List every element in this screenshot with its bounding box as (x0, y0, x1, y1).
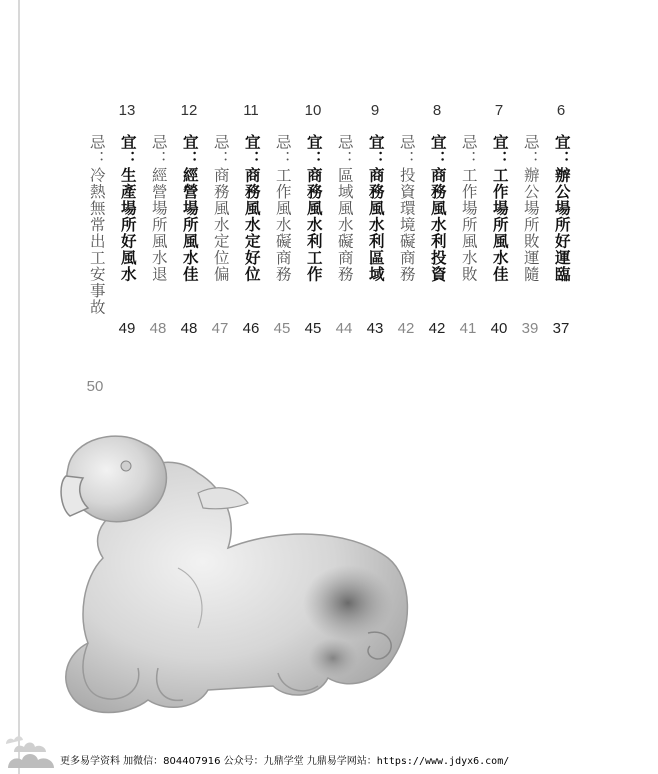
toc-entry (236, 100, 266, 310)
page-margin-rule (18, 0, 20, 774)
section-number: 10 (304, 102, 322, 119)
page-number: 41 (459, 320, 477, 337)
page-number: 43 (366, 320, 384, 337)
toc-entry (205, 100, 235, 310)
entry-title: 忌：辦公場所敗運隨 (521, 134, 540, 283)
entry-title: 忌：投資環境礙商務 (397, 134, 416, 283)
page-number: 45 (273, 320, 291, 337)
footer-url: https://www.jdyx6.com/ (376, 756, 510, 767)
entry-title: 宜：商務風水利投資 (428, 134, 447, 283)
page-number: 44 (335, 320, 353, 337)
entry-title: 宜：商務風水利區域 (366, 134, 385, 283)
toc-entry (360, 100, 390, 310)
toc-entry (391, 100, 421, 310)
entry-title: 宜：商務風水定好位 (242, 134, 261, 283)
entry-title: 忌：工作場所風水敗 (459, 134, 478, 283)
entry-title: 忌：經營場所風水退 (149, 134, 168, 283)
toc-entry (484, 100, 514, 310)
toc-entry (298, 100, 328, 310)
toc-entry (422, 100, 452, 310)
entry-title: 宜：經營場所風水佳 (180, 134, 199, 283)
page-number: 49 (118, 320, 136, 337)
page-number: 45 (304, 320, 322, 337)
page-number: 37 (552, 320, 570, 337)
page-number: 42 (397, 320, 415, 337)
page-number: 39 (521, 320, 539, 337)
entry-title: 忌：工作風水礙商務 (273, 134, 292, 283)
section-number: 12 (180, 102, 198, 119)
entry-title: 忌：區域風水礙商務 (335, 134, 354, 283)
toc-entry (267, 100, 297, 310)
section-number: 8 (432, 102, 442, 119)
page-number: 47 (211, 320, 229, 337)
toc-entry (174, 100, 204, 310)
entry-title: 忌：冷熱無常出工安事故 (87, 134, 106, 316)
entry-title: 宜：生產場所好風水 (118, 134, 137, 283)
page-number: 40 (490, 320, 508, 337)
section-number: 11 (243, 102, 259, 119)
section-number: 7 (494, 102, 504, 119)
section-number: 6 (556, 102, 566, 119)
toc-entry (112, 100, 142, 310)
page-number: 48 (149, 320, 167, 337)
toc-entry (453, 100, 483, 310)
entry-title: 宜：商務風水利工作 (304, 134, 323, 283)
page-number: 42 (428, 320, 446, 337)
toc-entry (81, 100, 111, 324)
entry-title: 宜：辦公場所好運臨 (552, 134, 571, 283)
toc-entry (329, 100, 359, 310)
toc-entry (515, 100, 545, 310)
footer-text: 更多易学资料 加微信：804407916 公众号：九鼎学堂 九鼎易学网站： (60, 756, 377, 767)
entry-title: 忌：商務風水定位偏 (211, 134, 230, 283)
toc-entry (546, 100, 576, 310)
entry-title: 宜：工作場所風水佳 (490, 134, 509, 283)
section-number: 9 (370, 102, 380, 119)
page-number: 50 (86, 378, 104, 395)
page-number: 46 (242, 320, 260, 337)
jade-pixiu-illustration (48, 428, 418, 728)
cloud-logo-icon (4, 722, 60, 772)
page-number: 48 (180, 320, 198, 337)
toc-entry (143, 100, 173, 310)
section-number: 13 (118, 102, 136, 119)
footer-watermark (60, 752, 650, 767)
